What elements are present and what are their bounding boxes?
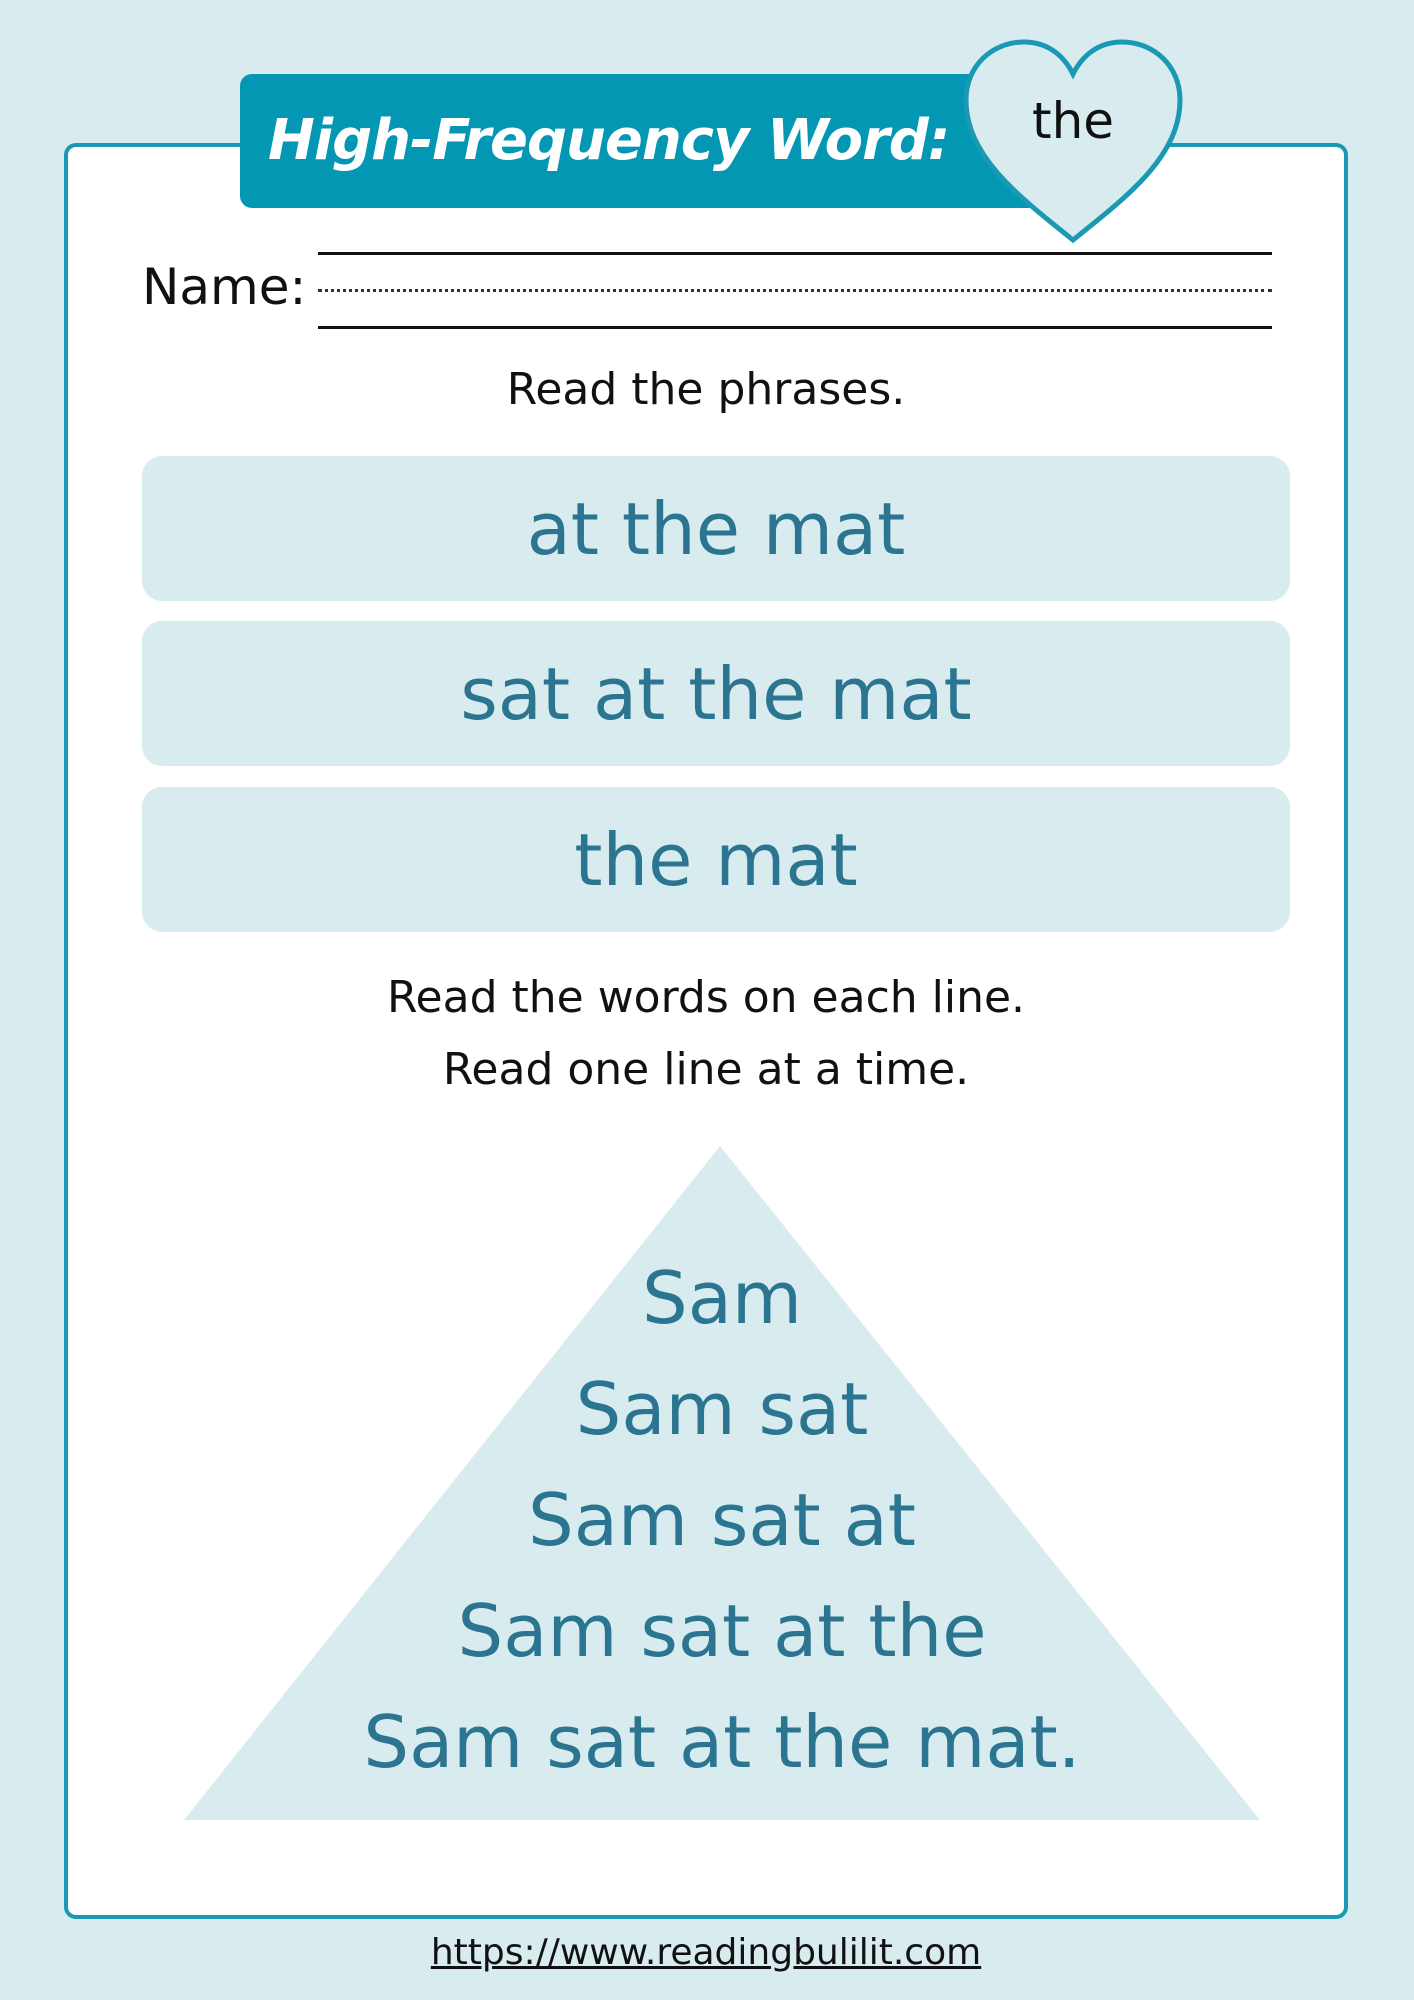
phrase-box: the mat [142,787,1290,932]
lines-instruction-2: Read one line at a time. [442,1044,970,1095]
name-line-bottom [318,326,1272,329]
name-label: Name: [142,258,307,316]
header-title: High-Frequency Word: [268,108,950,173]
name-line-top [318,252,1272,255]
pyramid-line: Sam sat at the mat. [363,1700,1081,1784]
phrase-box: sat at the mat [142,621,1290,766]
pyramid-line: Sam sat [575,1367,869,1451]
pyramid-line: Sam sat at [528,1478,916,1562]
lines-instruction-1: Read the words on each line. [386,972,1026,1023]
name-line-dotted [318,289,1272,292]
phrase-box: at the mat [142,456,1290,601]
pyramid-line: Sam [642,1256,802,1340]
featured-word: the [1031,92,1115,150]
footer-url[interactable]: https://www.readingbulilit.com [430,1932,982,1973]
header-banner [240,74,1040,208]
phrases-instruction: Read the phrases. [506,364,906,415]
pyramid-line: Sam sat at the [457,1589,987,1673]
